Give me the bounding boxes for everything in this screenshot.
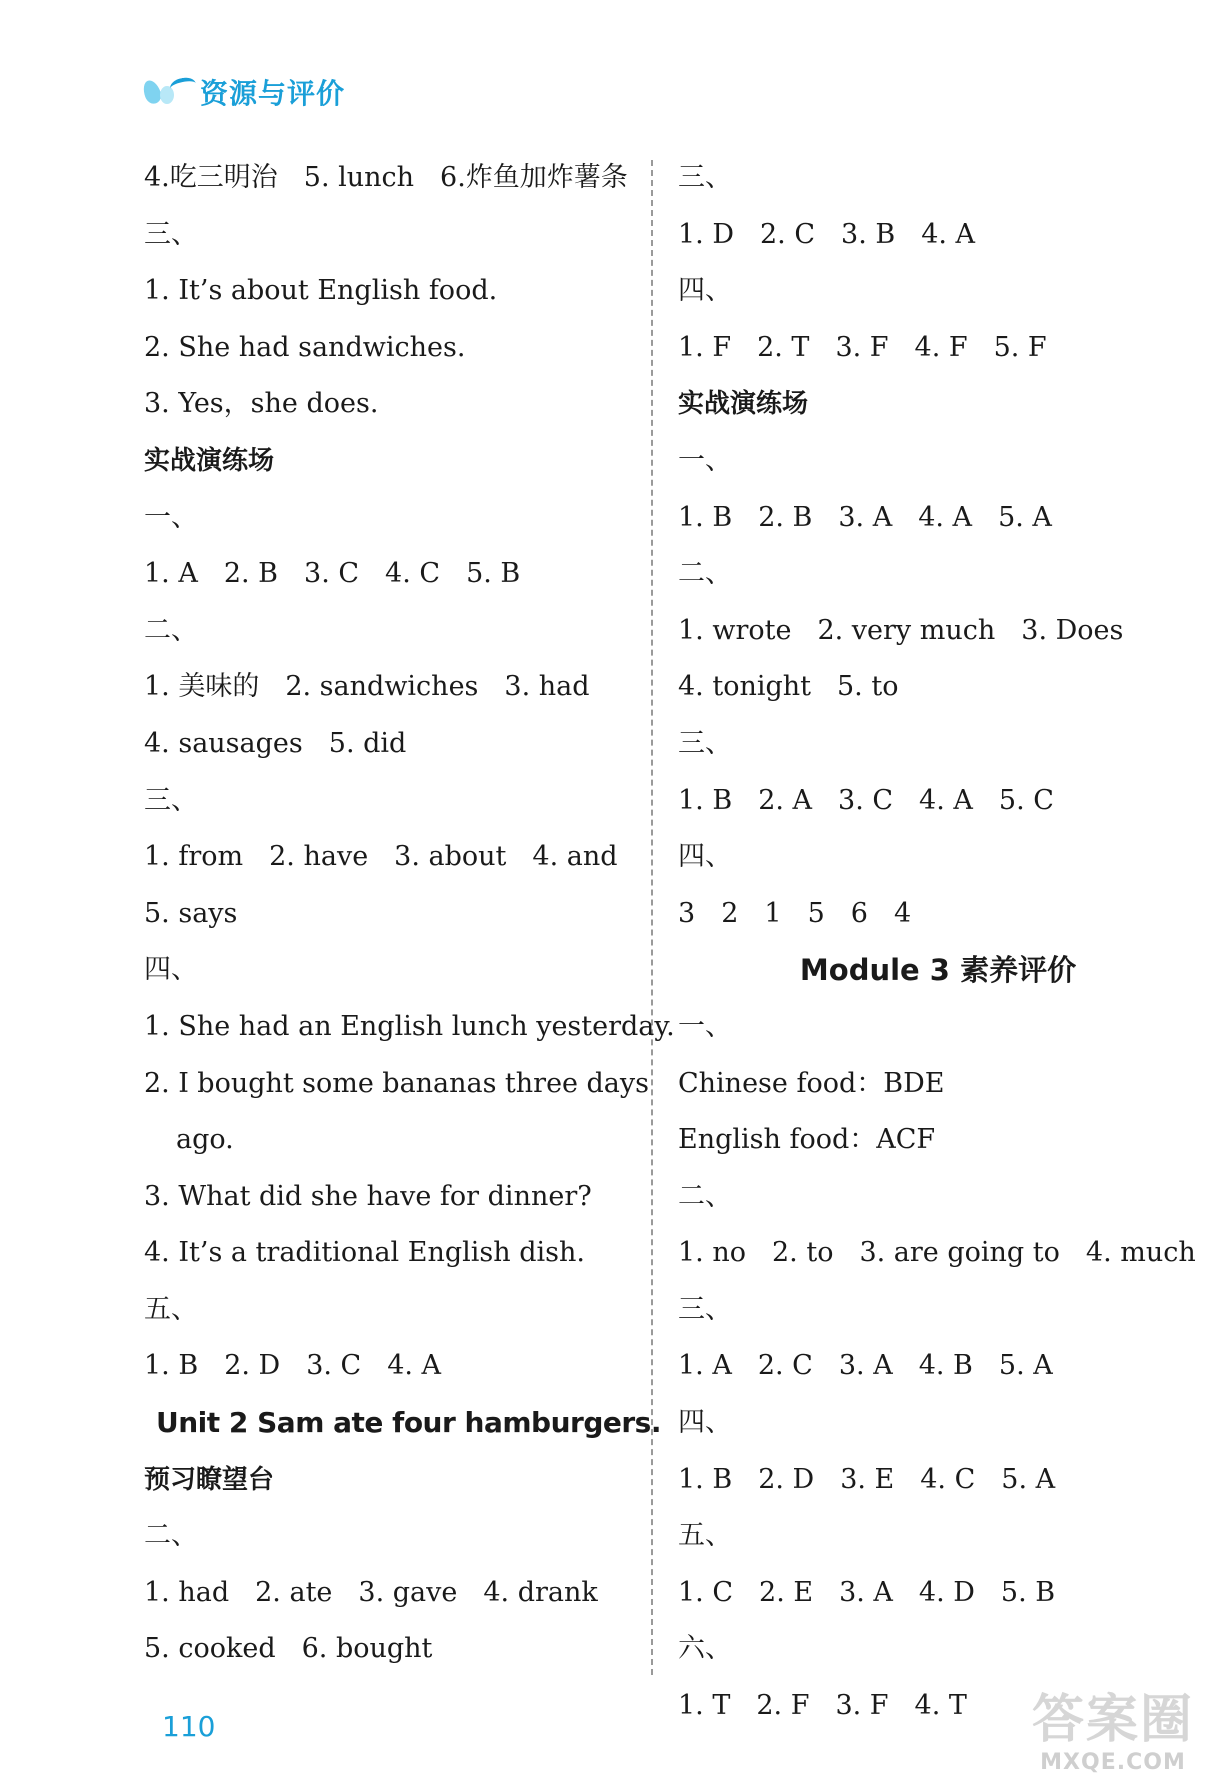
answer-item: 3 bbox=[678, 897, 696, 929]
answer-item: 2. C bbox=[757, 1350, 813, 1382]
answer-item: 5. to bbox=[837, 671, 899, 703]
answer-item: 4. sausages bbox=[144, 727, 303, 759]
section-number: 四、 bbox=[678, 841, 732, 873]
answer-sentence: 1. She had an English lunch yesterday. bbox=[144, 1010, 675, 1042]
answer-item: 2. have bbox=[269, 841, 369, 873]
answer-row bbox=[678, 659, 1178, 716]
answer-item: 3. F bbox=[835, 1690, 889, 1722]
answer-item: 2 bbox=[721, 897, 739, 929]
answer-row bbox=[678, 773, 1178, 830]
answer-row bbox=[678, 207, 1178, 264]
answer-item: 3. A bbox=[838, 501, 893, 533]
section-number: 二、 bbox=[144, 1520, 198, 1552]
answer-row bbox=[678, 1225, 1196, 1282]
answer-item: 6.炸鱼加炸薯条 bbox=[440, 162, 628, 193]
sentence-word: bought bbox=[197, 1067, 294, 1099]
page-header bbox=[140, 70, 345, 114]
answer-item: 1. no bbox=[678, 1237, 746, 1269]
answer-item: 4. D bbox=[918, 1576, 975, 1608]
section-number: 一、 bbox=[678, 444, 732, 476]
answer-item: 2. very much bbox=[817, 614, 996, 646]
answer-item: 5. F bbox=[993, 331, 1047, 363]
answer-sentence: English food：ACF bbox=[678, 1124, 936, 1156]
answer-item: 3. A bbox=[838, 1350, 893, 1382]
section-heading: 预习瞭望台 bbox=[144, 1464, 275, 1495]
section-number: 四、 bbox=[144, 954, 198, 986]
answer-row bbox=[678, 490, 1178, 547]
answer-item: 4. B bbox=[918, 1350, 973, 1382]
answer-item: 5. A bbox=[998, 501, 1052, 533]
answer-sentence bbox=[144, 1056, 649, 1113]
answer-row bbox=[144, 1565, 649, 1622]
unit-heading: Unit 2 Sam ate four hamburgers. bbox=[156, 1406, 661, 1440]
brand-logo-icon bbox=[140, 72, 198, 112]
site-watermark bbox=[1028, 1690, 1198, 1786]
answer-item: 2. sandwiches bbox=[285, 671, 479, 703]
answer-row bbox=[678, 886, 1178, 943]
answer-item: 4. C bbox=[920, 1463, 976, 1495]
answer-sentence: 2. She had sandwiches. bbox=[144, 331, 466, 363]
answer-item: 4. C bbox=[385, 558, 441, 590]
answer-item: 4. much bbox=[1085, 1237, 1196, 1269]
section-number: 三、 bbox=[678, 1293, 732, 1325]
section-heading: 实战演练场 bbox=[678, 389, 809, 420]
answer-item: 2. E bbox=[759, 1576, 814, 1608]
answer-item: 1. wrote bbox=[678, 614, 792, 646]
answer-item: 2. C bbox=[760, 218, 816, 250]
answer-item: 4. T bbox=[914, 1690, 967, 1722]
left-column bbox=[144, 150, 675, 1678]
answer-item: 3. had bbox=[504, 671, 590, 703]
answer-item: 1. B bbox=[678, 501, 733, 533]
answer-item: 4. A bbox=[921, 218, 976, 250]
answer-item: 1. C bbox=[678, 1576, 734, 1608]
sentence-word: days bbox=[586, 1067, 649, 1099]
answer-item: 4. A bbox=[918, 501, 973, 533]
answer-row bbox=[144, 1338, 649, 1395]
section-number: 五、 bbox=[678, 1520, 732, 1552]
answer-item: 1. B bbox=[678, 784, 733, 816]
answer-row bbox=[144, 829, 649, 886]
answer-row bbox=[144, 150, 649, 207]
section-number: 三、 bbox=[144, 218, 198, 250]
section-number: 四、 bbox=[678, 1407, 732, 1439]
answer-row bbox=[678, 1565, 1178, 1622]
sentence-word: 2. bbox=[144, 1067, 170, 1099]
answer-item: 3. are going to bbox=[859, 1237, 1060, 1269]
answer-row bbox=[144, 546, 649, 603]
answer-item: 2. D bbox=[758, 1463, 815, 1495]
answer-row bbox=[678, 603, 1178, 660]
watermark-logo-text: 答案圈 bbox=[1031, 1690, 1194, 1750]
answer-row bbox=[144, 1621, 649, 1678]
answer-sentence: Chinese food：BDE bbox=[678, 1067, 945, 1099]
answer-row bbox=[678, 1338, 1178, 1395]
sentence-word: some bbox=[302, 1067, 374, 1099]
answer-item: 5. A bbox=[1001, 1463, 1056, 1495]
section-number: 二、 bbox=[144, 614, 198, 646]
answer-item: 5. C bbox=[998, 784, 1054, 816]
answer-item: 3. E bbox=[840, 1463, 895, 1495]
answer-item: 1 bbox=[764, 897, 782, 929]
answer-sentence: 4. It’s a traditional English dish. bbox=[144, 1237, 586, 1269]
header-title: 资源与评价 bbox=[200, 77, 346, 110]
section-number: 一、 bbox=[678, 1010, 732, 1042]
answer-item: 5. B bbox=[466, 558, 521, 590]
right-column bbox=[678, 150, 1196, 1735]
answer-item: 2. D bbox=[224, 1350, 281, 1382]
answer-row bbox=[144, 716, 649, 773]
answer-item: 3. A bbox=[839, 1576, 893, 1608]
answer-item: 1. D bbox=[678, 218, 734, 250]
answer-item: 3. C bbox=[306, 1350, 362, 1382]
answer-item: 3. gave bbox=[358, 1576, 458, 1608]
section-number: 三、 bbox=[678, 162, 732, 193]
section-number: 二、 bbox=[678, 1180, 732, 1212]
answer-item: 5. cooked bbox=[144, 1633, 276, 1665]
answer-item: 6 bbox=[850, 897, 868, 929]
module-heading: Module 3 素养评价 bbox=[799, 953, 1077, 988]
answer-item: 3. Does bbox=[1021, 614, 1124, 646]
answer-row bbox=[678, 320, 1178, 377]
answer-row bbox=[144, 659, 649, 716]
section-number: 三、 bbox=[678, 727, 732, 759]
answer-item: 4.吃三明治 bbox=[144, 162, 278, 193]
sentence-word: bananas bbox=[382, 1067, 497, 1099]
answer-item: 6. bought bbox=[301, 1633, 433, 1665]
answer-item: 1. A bbox=[678, 1350, 732, 1382]
section-number: 二、 bbox=[678, 558, 732, 590]
answer-sentence: 3. What did she have for dinner? bbox=[144, 1180, 592, 1212]
answer-item: 1. from bbox=[144, 841, 244, 873]
answer-sentence: 5. says bbox=[144, 897, 238, 929]
answer-item: 1. had bbox=[144, 1576, 230, 1608]
sentence-word: three bbox=[504, 1067, 579, 1099]
answer-item: 3. about bbox=[394, 841, 507, 873]
answer-item: 3. C bbox=[304, 558, 360, 590]
answer-item: 3. F bbox=[835, 331, 889, 363]
answer-item: 2. B bbox=[758, 501, 813, 533]
sentence-word: I bbox=[178, 1067, 189, 1099]
answer-item: 4. F bbox=[914, 331, 968, 363]
answer-item: 5. A bbox=[998, 1350, 1053, 1382]
answer-item: 2. B bbox=[223, 558, 279, 590]
answer-item: 1. B bbox=[144, 1350, 199, 1382]
answer-item: 5. did bbox=[328, 727, 407, 759]
section-number: 六、 bbox=[678, 1633, 732, 1665]
answer-sentence: 3. Yes，she does. bbox=[144, 388, 379, 420]
section-number: 五、 bbox=[144, 1293, 198, 1325]
answer-item: 4. drank bbox=[483, 1576, 598, 1608]
section-number: 四、 bbox=[678, 275, 732, 307]
watermark-domain: MXQE.COM bbox=[1040, 1750, 1186, 1775]
answer-item: 4. tonight bbox=[678, 671, 811, 703]
answer-item: 4 bbox=[893, 897, 912, 929]
answer-continuation: ago. bbox=[176, 1124, 234, 1156]
answer-item: 4. A bbox=[919, 784, 973, 816]
answer-item: 5. B bbox=[1000, 1576, 1056, 1608]
answer-item: 2. A bbox=[758, 784, 813, 816]
page-number: 110 bbox=[162, 1710, 216, 1743]
answer-item: 1. F bbox=[678, 331, 732, 363]
section-heading: 实战演练场 bbox=[144, 445, 275, 476]
answer-item: 4. and bbox=[532, 841, 618, 873]
answer-item: 1. A bbox=[144, 558, 198, 590]
answer-item: 1. 美味的 bbox=[144, 671, 260, 703]
answer-item: 2. ate bbox=[255, 1576, 333, 1608]
section-number: 三、 bbox=[144, 784, 198, 816]
answer-item: 3. C bbox=[838, 784, 894, 816]
answer-item: 1. T bbox=[678, 1690, 731, 1722]
answer-item: 3. B bbox=[841, 218, 896, 250]
answer-row bbox=[678, 1452, 1178, 1509]
answer-item: 2. F bbox=[756, 1690, 810, 1722]
answer-item: 1. B bbox=[678, 1463, 733, 1495]
answer-item: 5. lunch bbox=[303, 162, 415, 193]
answer-item: 2. T bbox=[757, 331, 810, 363]
answer-item: 5 bbox=[807, 897, 825, 929]
answer-item: 2. to bbox=[772, 1237, 834, 1269]
answer-item: 4. A bbox=[387, 1350, 442, 1382]
section-number: 一、 bbox=[144, 501, 198, 533]
answer-sentence: 1. It’s about English food. bbox=[144, 275, 498, 307]
